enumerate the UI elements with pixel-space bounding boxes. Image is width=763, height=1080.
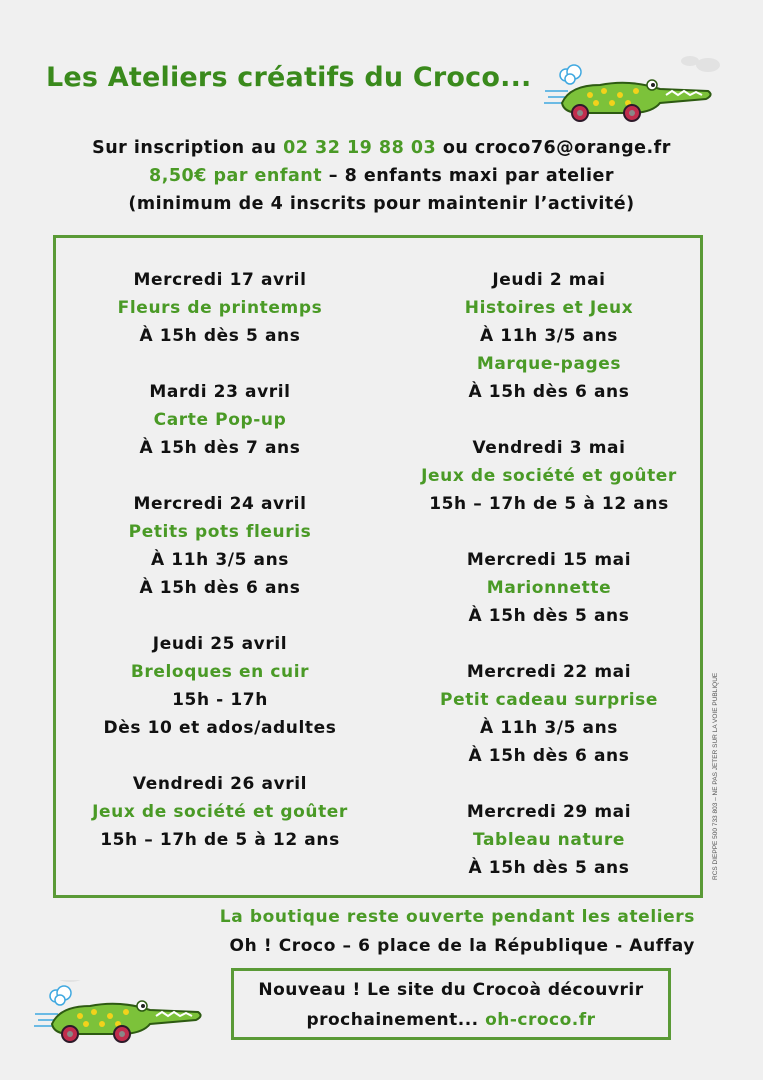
event-time: À 15h dès 5 ans bbox=[468, 606, 630, 626]
event-age: Dès 10 et ados/adultes bbox=[103, 718, 337, 738]
event-title: Carte Pop-up bbox=[153, 410, 287, 430]
event-title: Histoires et Jeux bbox=[464, 298, 634, 318]
event-item bbox=[70, 266, 370, 350]
registration-line bbox=[0, 138, 763, 158]
event-item bbox=[70, 490, 370, 602]
event-title: Marque-pages bbox=[476, 354, 622, 374]
event-item bbox=[399, 658, 699, 770]
event-time: À 11h 3/5 ans bbox=[479, 326, 619, 346]
event-title: Fleurs de printemps bbox=[117, 298, 323, 318]
new-website-box bbox=[231, 968, 671, 1040]
event-item bbox=[399, 798, 699, 882]
event-date: Mardi 23 avril bbox=[149, 382, 291, 402]
crocodile-car-icon bbox=[540, 55, 720, 125]
event-item bbox=[399, 434, 699, 518]
event-time: À 11h 3/5 ans bbox=[479, 718, 619, 738]
schedule-column-left bbox=[70, 266, 370, 882]
event-time: 15h – 17h de 5 à 12 ans bbox=[100, 830, 340, 850]
event-date: Mercredi 17 avril bbox=[133, 270, 307, 290]
phone-number: 02 32 19 88 03 bbox=[283, 138, 437, 158]
new-website-text: Nouveau ! Le site du Crocoà découvrir bbox=[258, 980, 644, 1000]
coming-soon-text: prochainement... bbox=[306, 1010, 486, 1030]
registration-text: Sur inscription au bbox=[92, 138, 284, 158]
event-date: Vendredi 26 avril bbox=[132, 774, 308, 794]
event-date: Mercredi 15 mai bbox=[466, 550, 632, 570]
legal-note: RCS DIEPPE 500 733 803 – NE PAS JETER SUR LA VOIE PUBLIQUE bbox=[712, 672, 719, 880]
event-date: Jeudi 2 mai bbox=[492, 270, 606, 290]
new-website-line bbox=[234, 1005, 668, 1035]
event-item bbox=[70, 770, 370, 854]
event-title: Jeux de société et goûter bbox=[92, 802, 348, 822]
event-title: Petit cadeau surprise bbox=[440, 690, 658, 710]
event-title: Petits pots fleuris bbox=[128, 522, 312, 542]
event-date: Mercredi 24 avril bbox=[133, 494, 307, 514]
shop-open-text: La boutique reste ouverte pendant les ateliers bbox=[219, 907, 695, 927]
minimum-line: (minimum de 4 inscrits pour maintenir l’activité) bbox=[128, 194, 635, 214]
event-time: À 15h dès 6 ans bbox=[139, 578, 301, 598]
event-time: À 15h dès 7 ans bbox=[139, 438, 301, 458]
event-date: Jeudi 25 avril bbox=[152, 634, 288, 654]
event-time: À 15h dès 5 ans bbox=[139, 326, 301, 346]
price-text: 8,50€ par enfant bbox=[149, 166, 323, 186]
event-time: 15h - 17h bbox=[172, 690, 268, 710]
event-date: Mercredi 29 mai bbox=[466, 802, 632, 822]
event-item bbox=[399, 546, 699, 630]
capacity-text: – 8 enfants maxi par atelier bbox=[322, 166, 614, 186]
email-address: croco76@orange.fr bbox=[474, 138, 671, 158]
event-title: Jeux de société et goûter bbox=[421, 466, 677, 486]
price-line bbox=[0, 166, 763, 186]
shop-address: Oh ! Croco – 6 place de la République - Auffay bbox=[229, 936, 695, 956]
event-title: Breloques en cuir bbox=[130, 662, 310, 682]
event-time: À 15h dès 6 ans bbox=[468, 382, 630, 402]
event-title: Marionnette bbox=[486, 578, 612, 598]
or-text: ou bbox=[436, 138, 475, 158]
schedule-column-right bbox=[399, 266, 699, 910]
event-item bbox=[399, 266, 699, 406]
event-title: Tableau nature bbox=[472, 830, 625, 850]
page-title: Les Ateliers créatifs du Croco... bbox=[46, 62, 532, 93]
event-time: À 11h 3/5 ans bbox=[150, 550, 290, 570]
event-date: Mercredi 22 mai bbox=[466, 662, 632, 682]
schedule-box bbox=[53, 235, 703, 898]
event-item bbox=[70, 630, 370, 742]
crocodile-car-icon bbox=[30, 980, 210, 1050]
event-date: Vendredi 3 mai bbox=[472, 438, 626, 458]
event-time: 15h – 17h de 5 à 12 ans bbox=[429, 494, 669, 514]
event-time: À 15h dès 5 ans bbox=[468, 858, 630, 878]
event-item bbox=[70, 378, 370, 462]
event-time: À 15h dès 6 ans bbox=[468, 746, 630, 766]
website-link[interactable]: oh-croco.fr bbox=[485, 1010, 596, 1030]
